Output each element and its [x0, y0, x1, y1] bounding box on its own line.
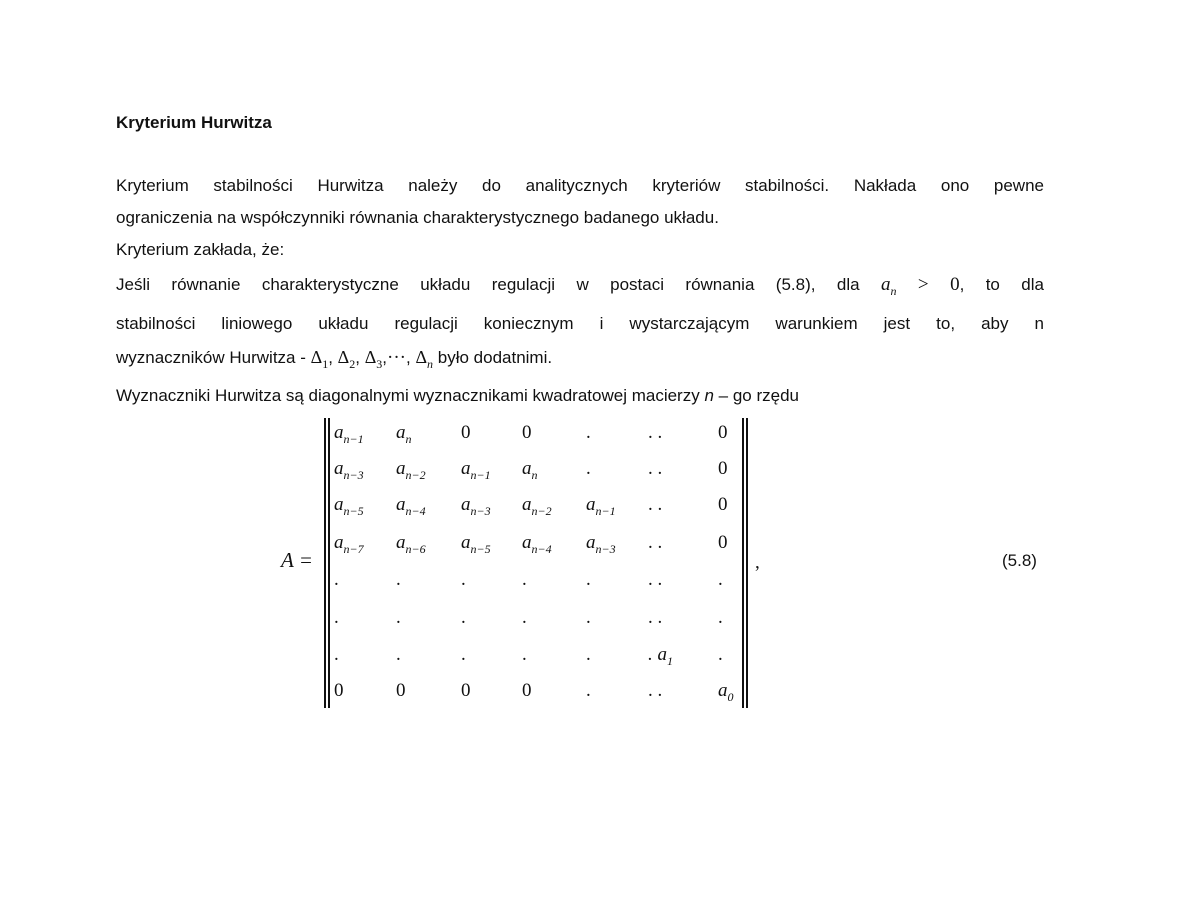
matrix-cell-r8-c7: $a_0$ — [718, 680, 734, 704]
matrix-cell-r4-c4: $a_{n-4}$ — [522, 532, 552, 556]
section-heading: Kryterium Hurwitza — [116, 113, 272, 132]
equation-trailing-comma: , — [755, 552, 760, 573]
condition-text-a: Jeśli równanie charakterystyczne układu regulacji w postaci równania (5.8), dla — [116, 275, 860, 294]
matrix-cell-r5-c6: . . — [648, 569, 663, 590]
matrix-cell-r6-c4: . — [522, 607, 527, 628]
matrix-cell-r1-c7: 0 — [718, 422, 728, 443]
matrix-cell-r6-c6: . . — [648, 607, 663, 628]
matrix-cell-r5-c1: . — [334, 569, 339, 590]
matrix-cell-r3-c2: $a_{n-4}$ — [396, 494, 426, 518]
matrix-cell-r7-c1: . — [334, 644, 339, 665]
matrix-cell-r5-c7: . — [718, 569, 723, 590]
paragraph-condition-line-1 — [116, 274, 1044, 302]
matrix-cell-r6-c2: . — [396, 607, 401, 628]
paragraph-matrix-intro: Wyznaczniki Hurwitza są diagonalnymi wyznacznikami kwadratowej macierzy n – go rzędu — [116, 386, 799, 405]
matrix-cell-r3-c6: . . — [648, 494, 663, 515]
matrix-cell-r2-c7: 0 — [718, 458, 728, 479]
matrix-cell-r7-c6: . $a_1$ — [648, 644, 673, 668]
matrix-cell-r8-c5: . — [586, 680, 591, 701]
condition-formula: $a_n > 0$, to dla — [881, 274, 1044, 298]
matrix-cell-r7-c2: . — [396, 644, 401, 665]
matrix-cell-r7-c4: . — [522, 644, 527, 665]
matrix-cell-r8-c3: 0 — [461, 680, 471, 701]
matrix-cell-r2-c3: $a_{n-1}$ — [461, 458, 491, 482]
matrix-cell-r7-c7: . — [718, 644, 723, 665]
matrix-cell-r4-c7: 0 — [718, 532, 728, 553]
paragraph-condition-line-2: stabilności liniowego układu regulacji koniecznym i wystarczającym warunkiem jest to, aby n — [116, 314, 1044, 333]
paragraph-intro-line-1: Kryterium stabilności Hurwitza należy do analitycznych kryteriów stabilności. Nakłada ono pewne — [116, 176, 1044, 195]
matrix-cell-r3-c1: $a_{n-5}$ — [334, 494, 364, 518]
matrix-left-bar-inner — [328, 418, 330, 708]
matrix-right-bar-outer — [746, 418, 748, 708]
matrix-cell-r4-c6: . . — [648, 532, 663, 553]
paragraph-assumption: Kryterium zakłada, że: — [116, 240, 285, 259]
matrix-cell-r4-c2: $a_{n-6}$ — [396, 532, 426, 556]
matrix-cell-r2-c1: $a_{n-3}$ — [334, 458, 364, 482]
matrix-cell-r1-c3: 0 — [461, 422, 471, 443]
matrix-cell-r1-c1: $a_{n-1}$ — [334, 422, 364, 446]
matrix-cell-r5-c5: . — [586, 569, 591, 590]
matrix-cell-r5-c3: . — [461, 569, 466, 590]
matrix-cell-r4-c1: $a_{n-7}$ — [334, 532, 364, 556]
matrix-cell-r5-c2: . — [396, 569, 401, 590]
matrix-cell-r7-c3: . — [461, 644, 466, 665]
matrix-cell-r2-c4: $a_n$ — [522, 458, 538, 482]
equation-lhs: A = — [281, 548, 313, 572]
matrix-cell-r8-c4: 0 — [522, 680, 532, 701]
matrix-cell-r1-c5: . — [586, 422, 591, 443]
matrix-cell-r1-c2: $a_n$ — [396, 422, 412, 446]
paragraph-intro-line-2: ograniczenia na współczynniki równania charakterystycznego badanego układu. — [116, 208, 719, 227]
paragraph-condition-line-3 — [116, 346, 1044, 375]
matrix-left-bar-outer — [324, 418, 326, 708]
hurwitz-matrix — [322, 418, 750, 708]
matrix-cell-r2-c5: . — [586, 458, 591, 479]
matrix-cell-r3-c5: $a_{n-1}$ — [586, 494, 616, 518]
matrix-cell-r2-c6: . . — [648, 458, 663, 479]
matrix-cell-r2-c2: $a_{n-2}$ — [396, 458, 426, 482]
matrix-cell-r1-c4: 0 — [522, 422, 532, 443]
matrix-cell-r6-c5: . — [586, 607, 591, 628]
matrix-cell-r7-c5: . — [586, 644, 591, 665]
hurwitz-determinants-text: wyznaczników Hurwitza - — [116, 348, 306, 367]
matrix-cell-r8-c2: 0 — [396, 680, 406, 701]
matrix-cell-r4-c3: $a_{n-5}$ — [461, 532, 491, 556]
matrix-cell-r6-c3: . — [461, 607, 466, 628]
delta-list: $\Delta_1$, $\Delta_2$, $\Delta_3,\cdot\cdot\cdot$, $\Delta_n$ — [310, 347, 434, 371]
matrix-cell-r5-c4: . — [522, 569, 527, 590]
matrix-cell-r8-c1: 0 — [334, 680, 344, 701]
equation-number: (5.8) — [1002, 551, 1037, 570]
matrix-cell-r3-c7: 0 — [718, 494, 728, 515]
matrix-cell-r3-c4: $a_{n-2}$ — [522, 494, 552, 518]
matrix-cell-r6-c1: . — [334, 607, 339, 628]
matrix-cell-r8-c6: . . — [648, 680, 663, 701]
positive-text: było dodatnimi. — [437, 348, 553, 367]
matrix-cell-r4-c5: $a_{n-3}$ — [586, 532, 616, 556]
matrix-right-bar-inner — [742, 418, 744, 708]
matrix-cell-r6-c7: . — [718, 607, 723, 628]
matrix-cell-r3-c3: $a_{n-3}$ — [461, 494, 491, 518]
matrix-cell-r1-c6: . . — [648, 422, 663, 443]
